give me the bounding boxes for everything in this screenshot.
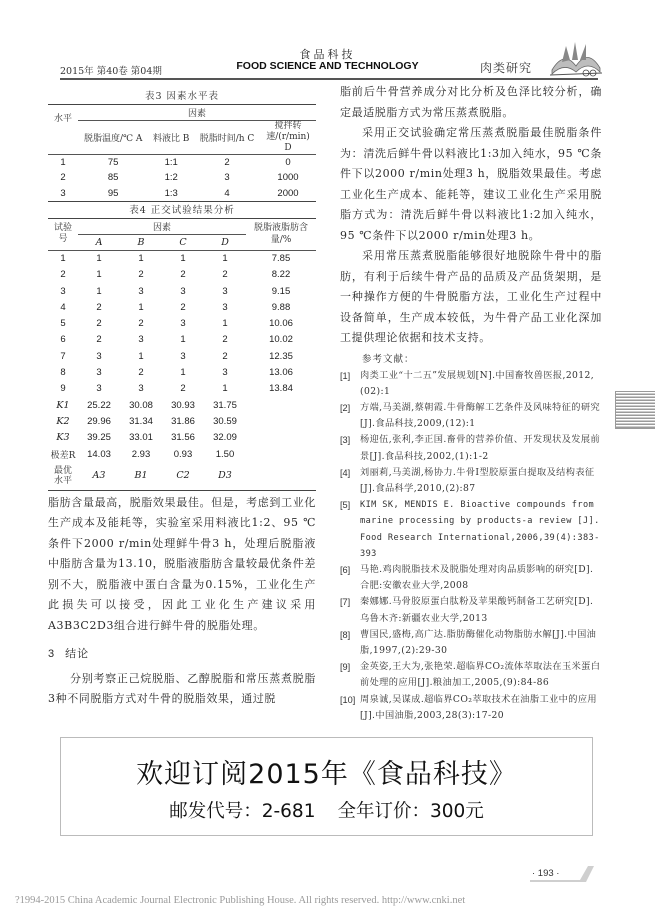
reference-list: [340, 368, 602, 724]
reference-item: [6] 马艳.鸡肉脱脂技术及脱脂处理对肉品质影响的研究[D].合肥:安徽农业大学,2008: [340, 563, 594, 592]
header-rule: [60, 78, 598, 80]
table-row: 2 85 1:2 3 1000: [60, 172, 299, 184]
left-column: [48, 86, 316, 710]
col-level-header: 水平: [53, 114, 72, 124]
table4-caption: 表4 正交试验结果分析: [129, 204, 235, 216]
optimal-level-row: 最优水平 A3 B1 C2 D3: [48, 462, 316, 490]
reference-item: [10] 周泉诚,吴谋成.超临界CO₂萃取技术在油脂工业中的应用[J].中国油脂,2003,28(3):17-20: [340, 693, 598, 721]
body-paragraph: 脂前后牛骨营养成分对比分析及色泽比较分析，确定最适脱脂方式为常压蒸煮脱脂。: [340, 85, 602, 119]
table-row: 5 2 2 3 1 10.06: [60, 318, 293, 330]
col-header-a: 脱脂温度/℃ A: [83, 134, 143, 144]
table-row: 4 2 1 2 3 9.88: [60, 301, 291, 313]
reference-item: [2] 方端,马美湖,蔡朝霞.牛骨酶解工艺条件及风味特征的研究[J].食品科技,2009,(12):1: [340, 401, 601, 430]
table4-orthogonal-results: 试验号 因素 脱脂液脂肪含量/% A B C D 1 1 1 1 1 7.85 2 1 2 2 2 8.22 3 1 3 3 3 9.15 4 2 1 2 3 9.88 5 2 2 3 1 10.06 6 2 3 1 2 10.02 7 3 1 3 2 12.35 8 3 2 1 3 13.06 9 3 3 2 1 13.84 K1 25.22 30.08 30.93 31.75 K2 29.96 31.34 31.86 30.59 K3 39.25 33.01 31.56 32.09 极差R 14.03 2.93 0.93 1.50 最优水平 A3 B1 C2 D3: [48, 218, 316, 491]
factor-group-header: 因素: [78, 105, 316, 121]
reference-item: [1] 肉类工业“十二五”发展规划[N].中国畜牧兽医报,2012,(02):1: [340, 369, 595, 397]
body-paragraph: 分别考察正己烷脱脂、乙醇脱脂和常压蒸煮脱脂3种不同脱脂方式对牛骨的脱脂效果，通过脱: [48, 671, 316, 706]
section-name: 肉类研究: [480, 61, 533, 75]
table-row: 3 95 1:3 4 2000: [48, 186, 316, 202]
col-result-header: 脱脂液脂肪含量/%: [253, 223, 308, 246]
table-row: 7 3 1 3 2 12.35: [60, 350, 293, 362]
reference-item: [8] 曹国民,盛梅,高广达.脂肪酶催化动物脂肪水解[J].中国油脂,1997,(2):29-30: [340, 628, 597, 656]
table-row: 9 3 3 2 1 13.84: [60, 383, 293, 395]
references-title: 参考文献：: [362, 353, 415, 365]
subscription-banner: [60, 737, 593, 836]
subscription-headline: 欢迎订阅2015年《食品科技》: [136, 759, 517, 790]
subscription-details: [61, 797, 592, 823]
copyright-footer: ?1994-2015 China Academic Journal Electronic Publishing House. All rights reserved. http://www.cnki.net: [15, 895, 466, 906]
journal-title-cn: 食品科技: [299, 48, 356, 61]
side-stripe-decoration: [615, 391, 655, 429]
table3-factor-levels: [48, 104, 316, 202]
body-paragraph: 采用常压蒸煮脱脂能够很好地脱除牛骨中的脂肪，有利于后续牛骨产品的品质及产品货架期，是一种操作方便的牛骨脱脂方法，工业化生产过程中设备简单，生产成本较低，为牛骨产品工业化深加工提供理论依据和技术支持。: [340, 249, 602, 344]
table-row: 8 3 2 1 3 13.06: [60, 367, 293, 379]
annual-price: 全年订价：300元: [337, 801, 484, 822]
reference-item: [7] 秦娜娜.马骨胶原蛋白肽粉及苹果酸钙制备工艺研究[D].乌鲁木齐:新疆农业大学,2013: [340, 596, 594, 624]
col-header-c: 脱脂时间/h C: [199, 134, 255, 144]
k3-row: K3 39.25 33.01 31.56 32.09: [56, 432, 237, 444]
body-paragraph: 脂肪含量最高，脱脂效果最佳。但是，考虑到工业化生产成本及能耗等，实验室采用料液比1:2、95 ℃条件下2000 r/min处理鲜牛骨3 h，处理后脱脂液中脂肪含量为13.10，脱脂液脂肪含量较最优条件差别不大，脱脂液中蛋白含量为0.15%，工业化生产此损失可以接受，因此工业化生产建议采用A3B3C2D3组合进行鲜牛骨的脱脂处理。: [48, 495, 316, 632]
col-trial-header: 试验号: [53, 223, 72, 245]
right-column: [340, 86, 602, 724]
table3-caption: 表3 因素水平表: [144, 91, 220, 102]
table-row: 2 1 2 2 2 8.22: [60, 269, 291, 281]
table-row: 3 1 3 3 3 9.15: [60, 285, 291, 297]
issue-info: 2015年 第40卷 第04期: [60, 66, 162, 77]
page-number: · 193 ·: [532, 868, 560, 879]
body-paragraph: 采用正交试验确定常压蒸煮脱脂最佳脱脂条件为：清洗后鲜牛骨以料液比1:3加入纯水，95 ℃条件下以2000 r/min处理3 h，脱脂效果最佳。考虑工业化生产成本、能耗等，建议工业化生产采用脱脂方式为：清洗后鲜牛骨以料液比1:2加入纯水，95 ℃条件下以2000 r/min处理3 h。: [340, 126, 602, 242]
k2-row: K2 29.96 31.34 31.86 30.59: [56, 415, 237, 427]
reference-item: [9] 金英姿,王大为,张艳荣.超临界CO₂流体萃取法在玉米蛋白前处理的应用[J].粮油加工,2005,(9):84-86: [340, 661, 601, 689]
reference-item: [4] 刘丽莉,马美湖,杨协力.牛骨Ⅰ型胶原蛋白提取及结构表征[J].食品科学,2010,(2):87: [340, 466, 595, 494]
page-header: [0, 0, 655, 80]
col-header-d: 搅拌转速/(r/min) D: [266, 121, 310, 153]
open-book-icon: [548, 40, 604, 78]
table-row: 1 75 1:1 2 0: [60, 157, 291, 168]
journal-title-en: FOOD SCIENCE AND TECHNOLOGY: [236, 60, 419, 72]
k1-row: K1 25.22 30.08 30.93 31.75: [56, 399, 237, 411]
factor-group-header: 因素: [78, 218, 246, 234]
reference-item: [3] 杨迎伍,张利,李正国.畜骨的营养价值、开发现状及发展前景[J].食品科技,2002,(1):1-2: [340, 434, 601, 462]
section-heading: 3 结论: [48, 647, 90, 661]
range-row: 极差R 14.03 2.93 0.93 1.50: [50, 448, 235, 461]
reference-item: [5] KIM SK, MENDIS E. Bioactive compounds from marine processing by products-a review [J]. Food Research International,2006,39(4):383-393: [340, 500, 600, 559]
col-header-b: 料液比 B: [152, 134, 190, 144]
table-row: 1 1 1 1 1 7.85: [60, 253, 291, 265]
table-row: 6 2 3 1 2 10.02: [60, 334, 293, 346]
postal-code: 邮发代号：2-681: [169, 801, 316, 822]
